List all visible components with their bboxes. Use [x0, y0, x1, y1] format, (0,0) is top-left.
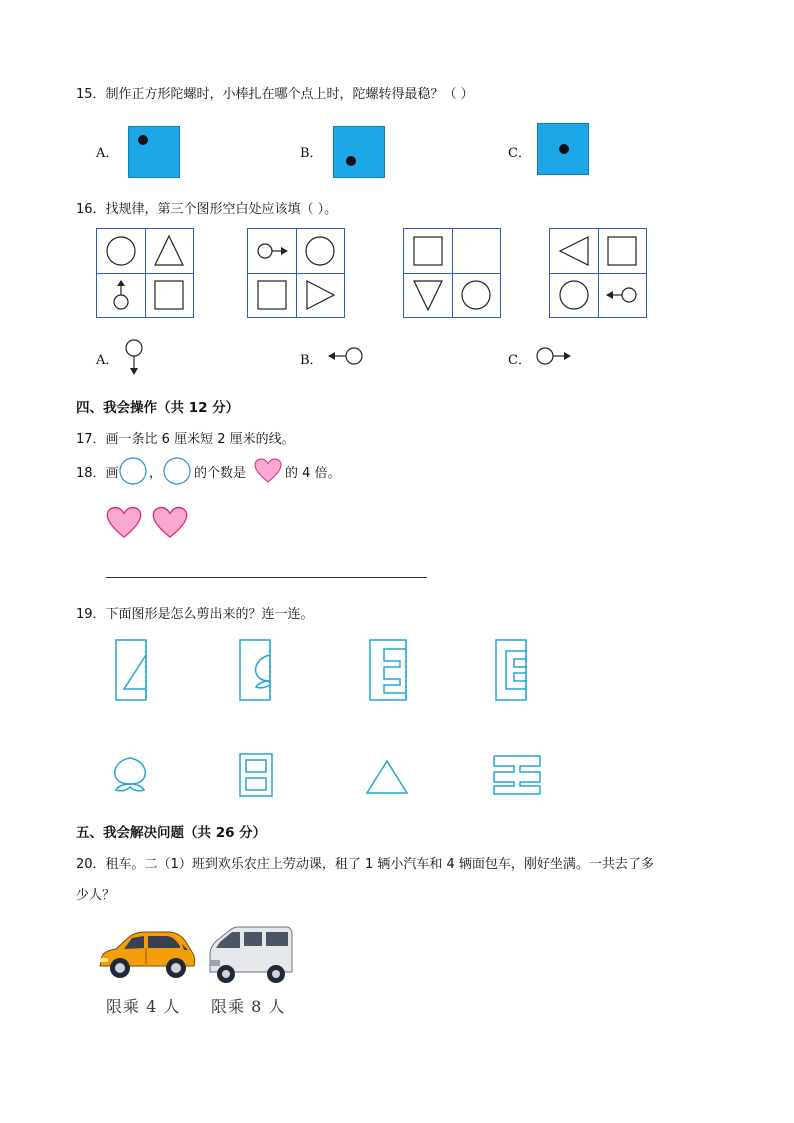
- heart-icon: [152, 506, 188, 540]
- circle-arrow-left-icon: [326, 345, 366, 367]
- q18-mid: 的个数是: [194, 466, 247, 481]
- circle-icon: [550, 273, 598, 317]
- circle-arrow-right-icon: [248, 229, 296, 273]
- triangle-shape: [364, 758, 410, 796]
- q20-line2: 少人？: [76, 888, 116, 903]
- van-capacity-caption: 限乘 8 人: [211, 997, 286, 1016]
- q19-text: 19．下面图形是怎么剪出来的？连一连。: [76, 607, 314, 622]
- q15-option-b-square: [333, 126, 385, 178]
- window-shape: [238, 752, 274, 798]
- heart-icon: [254, 458, 282, 484]
- pattern-grid-4: [549, 228, 647, 318]
- square-icon: [598, 229, 646, 273]
- circle-arrow-right-icon: [534, 345, 574, 367]
- q16-option-a-label: A．: [96, 353, 119, 368]
- q15-option-a-square: [128, 126, 180, 178]
- triangle-left-icon: [550, 229, 598, 273]
- q15-option-c-label: C．: [508, 146, 531, 161]
- square-icon: [145, 273, 193, 317]
- triangle-right-icon: [296, 273, 344, 317]
- circle-icon: [97, 229, 145, 273]
- q16-text: 16．找规律，第三个图形空白处应该填（ ）。: [76, 202, 338, 217]
- folded-peach-shape: [236, 637, 276, 703]
- comb-shape: [492, 752, 542, 798]
- heart-icon: [106, 506, 142, 540]
- q15-dot-b: [346, 156, 356, 166]
- circle-icon: [452, 273, 500, 317]
- q18-text: [76, 462, 119, 481]
- folded-window-shape: [492, 637, 532, 703]
- q15-option-c-square: [537, 123, 589, 175]
- q15-option-a-label: A．: [96, 146, 119, 161]
- q18-prefix: 18．画: [76, 466, 119, 481]
- square-icon: [248, 273, 296, 317]
- q20-line1: 20．租车。二（1）班到欢乐农庄上劳动课，租了 1 辆小汽车和 4 辆面包车，刚好坐满。一共去了多: [76, 857, 654, 872]
- van-image: [206, 924, 294, 986]
- q17-text: 17．画一条比 6 厘米短 2 厘米的线。: [76, 432, 295, 447]
- q16-option-c-label: C．: [508, 353, 531, 368]
- q15-dot-c: [559, 144, 569, 154]
- q15-text: 15．制作正方形陀螺时，小棒扎在哪个点上时，陀螺转得最稳？（ ）: [76, 87, 474, 102]
- section-5-title: 五、我会解决问题（共 26 分）: [76, 825, 267, 841]
- triangle-up-icon: [145, 229, 193, 273]
- q18-comma: ，: [149, 466, 163, 481]
- square-icon: [404, 229, 452, 273]
- pattern-grid-2: [247, 228, 345, 318]
- car-capacity-caption: 限乘 4 人: [106, 997, 181, 1016]
- q16-option-b-label: B．: [300, 353, 323, 368]
- circle-icon: [296, 229, 344, 273]
- q18-suffix: 的 4 倍。: [285, 466, 341, 481]
- answer-line: [106, 577, 427, 578]
- peach-shape: [108, 752, 152, 796]
- folded-comb-shape: [366, 637, 410, 703]
- pattern-grid-1: [96, 228, 194, 318]
- circle-arrow-left-icon: [598, 273, 646, 317]
- circle-icon: [162, 457, 192, 485]
- q15-option-b-label: B．: [300, 146, 323, 161]
- car-image: [94, 926, 198, 984]
- circle-arrow-down-icon: [122, 338, 146, 378]
- blank-cell: [452, 229, 500, 273]
- circle-icon: [118, 457, 148, 485]
- folded-triangle-shape: [112, 637, 152, 703]
- circle-arrow-up-icon: [97, 273, 145, 317]
- section-4-title: 四、我会操作（共 12 分）: [76, 400, 240, 416]
- triangle-down-icon: [404, 273, 452, 317]
- q15-dot-a: [138, 135, 148, 145]
- pattern-grid-3: [403, 228, 501, 318]
